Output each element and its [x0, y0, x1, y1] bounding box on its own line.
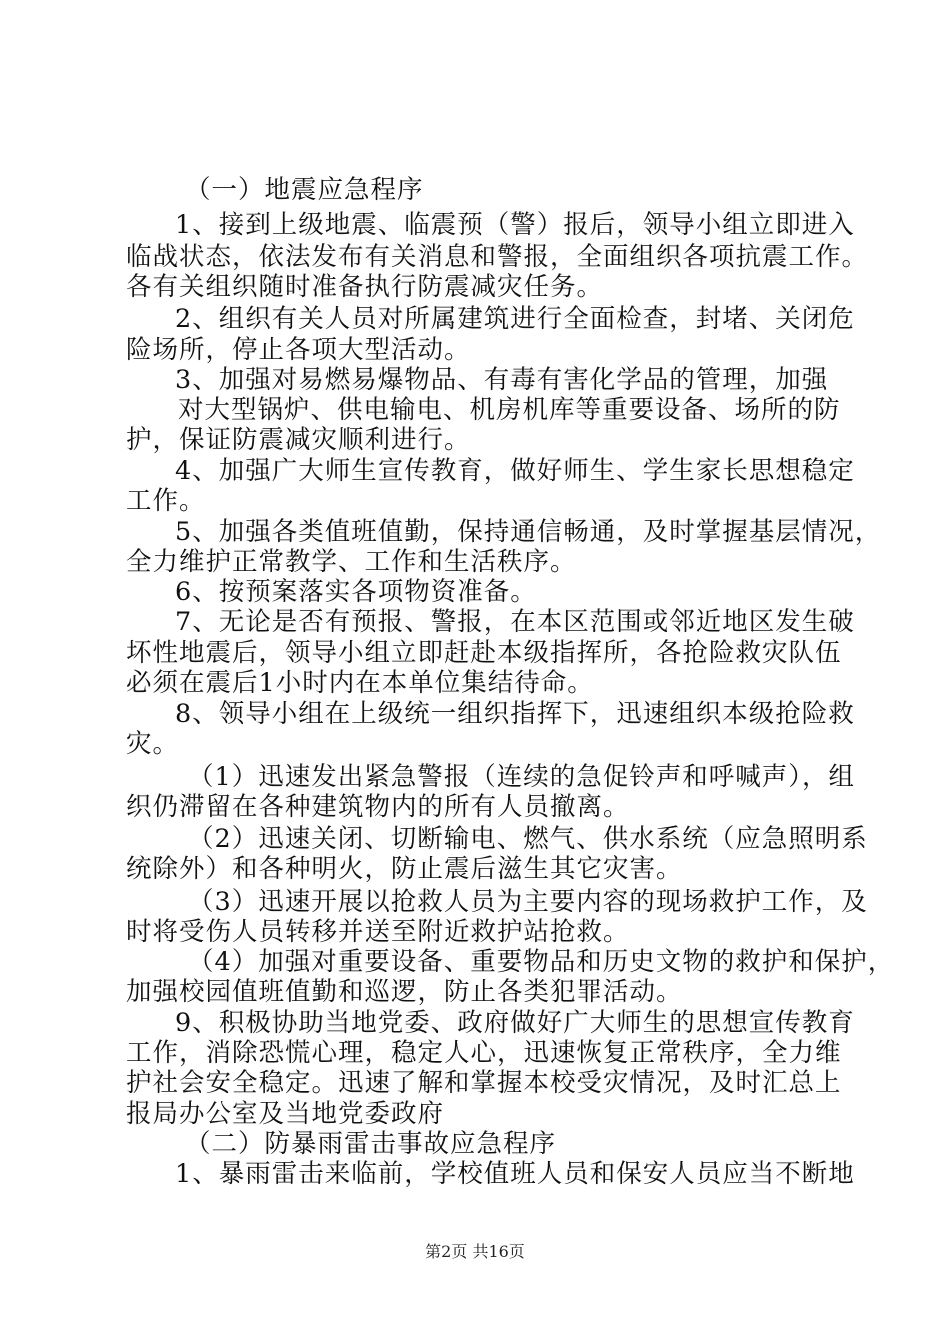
paragraph-line: （2）迅速关闭、切断输电、燃气、供水系统（应急照明系 — [188, 824, 868, 854]
paragraph-line: 必须在震后1小时内在本单位集结待命。 — [126, 668, 594, 698]
paragraph-line: 护社会安全稳定。迅速了解和掌握本校受灾情况，及时汇总上 — [126, 1068, 842, 1098]
paragraph-line: 织仍滞留在各种建筑物内的所有人员撤离。 — [126, 792, 630, 822]
paragraph-line: （4）加强对重要设备、重要物品和历史文物的救护和保护， — [188, 947, 895, 977]
paragraph-line: 灾。 — [126, 729, 180, 759]
paragraph-line: 加强校园值班值勤和巡逻，防止各类犯罪活动。 — [126, 977, 683, 1007]
paragraph-line: 坏性地震后，领导小组立即赶赴本级指挥所，各抢险救灾队伍 — [126, 638, 842, 668]
paragraph-line: 2、组织有关人员对所属建筑进行全面检查，封堵、关闭危 — [175, 304, 855, 334]
paragraph-line: 各有关组织随时准备执行防震减灾任务。 — [126, 272, 604, 302]
paragraph-line: 6、按预案落实各项物资准备。 — [175, 577, 537, 607]
paragraph-line: 8、领导小组在上级统一组织指挥下，迅速组织本级抢险救 — [175, 699, 855, 729]
paragraph-line: 时将受伤人员转移并送至附近救护站抢救。 — [126, 917, 630, 947]
paragraph-line: 工作，消除恐慌心理，稳定人心，迅速恢复正常秩序，全力维 — [126, 1038, 842, 1068]
paragraph-line: 4、加强广大师生宣传教育，做好师生、学生家长思想稳定 — [175, 456, 855, 486]
page-number-footer: 第2页 共16页 — [425, 1242, 525, 1261]
paragraph-line: 对大型锅炉、供电输电、机房机库等重要设备、场所的防 — [178, 395, 841, 425]
paragraph-line: 临战状态，依法发布有关消息和警报，全面组织各项抗震工作。 — [126, 242, 869, 272]
paragraph-line: （1）迅速发出紧急警报（连续的急促铃声和呼喊声），组 — [188, 762, 855, 792]
paragraph-line: 险场所，停止各项大型活动。 — [126, 335, 471, 365]
paragraph-line: 9、积极协助当地党委、政府做好广大师生的思想宣传教育 — [175, 1008, 855, 1038]
paragraph-line: （3）迅速开展以抢救人员为主要内容的现场救护工作，及 — [188, 887, 868, 917]
paragraph-line: 统除外）和各种明火，防止震后滋生其它灾害。 — [126, 854, 683, 884]
paragraph-line: 全力维护正常教学、工作和生活秩序。 — [126, 547, 577, 577]
paragraph-line: 报局办公室及当地党委政府 — [126, 1099, 445, 1129]
paragraph-line: 工作。 — [126, 486, 206, 516]
paragraph-line: 3、加强对易燃易爆物品、有毒有害化学品的管理，加强 — [175, 365, 829, 395]
paragraph-line: 护，保证防震减灾顺利进行。 — [126, 425, 471, 455]
paragraph-line: 7、无论是否有预报、警报，在本区范围或邻近地区发生破 — [175, 607, 855, 637]
paragraph-line: 1、接到上级地震、临震预（警）报后，领导小组立即进入 — [175, 210, 855, 240]
paragraph-line: 5、加强各类值班值勤，保持通信畅通，及时掌握基层情况， — [175, 517, 882, 547]
paragraph-line: 1、暴雨雷击来临前，学校值班人员和保安人员应当不断地 — [175, 1159, 855, 1189]
section-heading: （一）地震应急程序 — [185, 175, 424, 205]
section-heading: （二）防暴雨雷击事故应急程序 — [185, 1129, 557, 1159]
